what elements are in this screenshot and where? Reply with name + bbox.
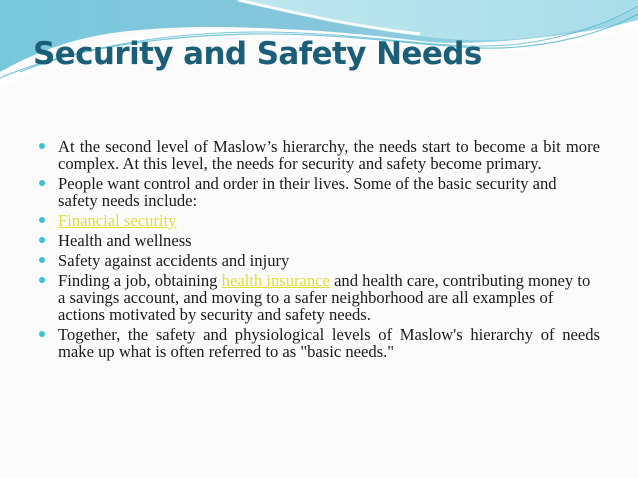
bullet-text-after: and health care, contributing money to a savings account, and moving to a safer neighborhood are all examples of actions motivated by security and safety needs. (58, 271, 591, 324)
bullet-dot-icon (39, 217, 45, 223)
health-insurance-link[interactable]: health insurance (221, 271, 330, 290)
bullet-dot-icon (39, 257, 45, 263)
bullet-item (38, 175, 600, 209)
slide-title: Security and Safety Needs (33, 36, 482, 72)
bullet-text: Safety against accidents and injury (58, 251, 290, 270)
bullet-text: At the second level of Maslow’s hierarchy, the needs start to become a bit more complex. At this level, the needs for security and safety become primary. (58, 137, 600, 173)
bullet-text: Health and wellness (58, 231, 192, 250)
financial-security-link[interactable]: Financial security (58, 211, 177, 230)
bullet-dot-icon (39, 277, 45, 283)
bullet-item (38, 232, 600, 249)
bullet-dot-icon (39, 180, 45, 186)
bullet-list (38, 138, 600, 363)
bullet-dot-icon (39, 237, 45, 243)
bullet-item (38, 272, 600, 323)
bullet-text: People want control and order in their lives. Some of the basic security and safety needs include: (58, 174, 557, 210)
bullet-dot-icon (39, 143, 45, 149)
bullet-item (38, 138, 600, 172)
bullet-item (38, 212, 600, 229)
bullet-item (38, 252, 600, 269)
bullet-text-before: Finding a job, obtaining (58, 271, 222, 290)
bullet-text: Together, the safety and physiological levels of Maslow's hierarchy of needs make up what is often referred to as "basic needs." (58, 325, 600, 361)
bullet-item (38, 326, 600, 360)
bullet-dot-icon (39, 331, 45, 337)
